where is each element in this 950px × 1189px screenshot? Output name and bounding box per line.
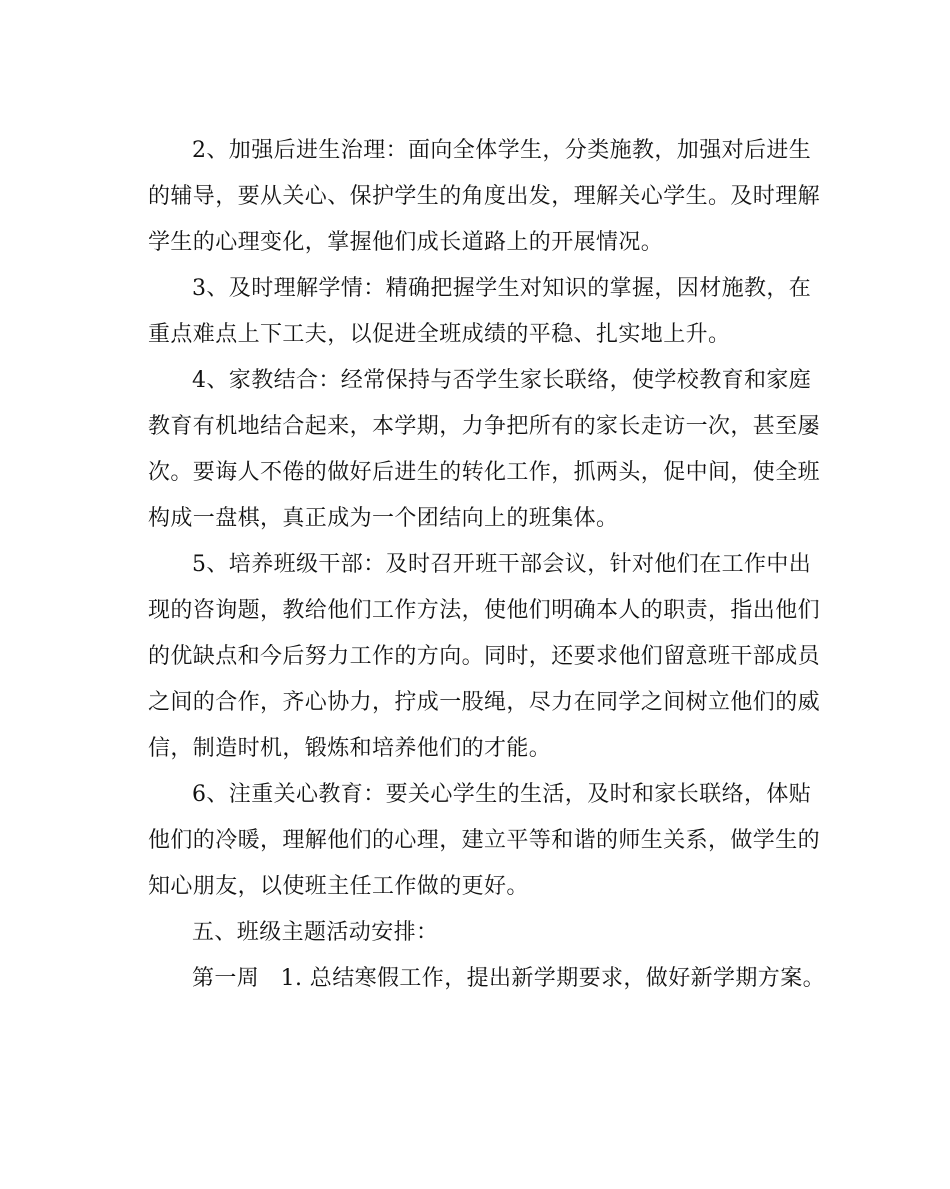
paragraph-5 xyxy=(148,542,821,772)
paragraph-3 xyxy=(148,266,813,358)
paragraph-line: 信，制造时机，锻炼和培养他们的才能。 xyxy=(148,736,552,761)
paragraph-line: 4、家教结合：经常保持与否学生家长联络，使学校教育和家庭 xyxy=(192,368,812,393)
paragraph-line: 教育有机地结合起来，本学期，力争把所有的家长走访一次，甚至屡 xyxy=(148,414,821,439)
paragraph-line: 他们的冷暖，理解他们的心理，建立平等和谐的师生关系，做学生的 xyxy=(148,828,821,853)
paragraph-line: 重点难点上下工夫，以促进全班成绩的平稳、扎实地上升。 xyxy=(148,322,731,347)
schedule-week: 第一周 xyxy=(192,966,260,991)
schedule-row xyxy=(148,956,825,1002)
document-page xyxy=(148,128,825,1002)
paragraph-2 xyxy=(148,128,821,266)
paragraph-line: 次。要诲人不倦的做好后进生的转化工作，抓两头，促中间，使全班 xyxy=(148,460,821,485)
paragraph-line: 构成一盘棋，真正成为一个团结向上的班集体。 xyxy=(148,506,619,531)
paragraph-line: 2、加强后进生治理：面向全体学生，分类施教，加强对后进生 xyxy=(192,138,812,163)
paragraph-line: 知心朋友，以使班主任工作做的更好。 xyxy=(148,874,529,899)
paragraph-line: 3、及时理解学情：精确把握学生对知识的掌握，因材施教，在 xyxy=(192,276,812,301)
schedule-item: 1. 总结寒假工作，提出新学期要求，做好新学期方案。 xyxy=(280,966,825,991)
paragraph-4 xyxy=(148,358,821,542)
paragraph-6 xyxy=(148,772,821,910)
paragraph-line: 的优缺点和今后努力工作的方向。同时，还要求他们留意班干部成员 xyxy=(148,644,821,669)
section-heading: 五、班级主题活动安排： xyxy=(192,920,439,945)
paragraph-line: 学生的心理变化，掌握他们成长道路上的开展情况。 xyxy=(148,230,664,255)
paragraph-line: 5、培养班级干部：及时召开班干部会议，针对他们在工作中出 xyxy=(192,552,812,577)
paragraph-line: 之间的合作，齐心协力，拧成一股绳，尽力在同学之间树立他们的威 xyxy=(148,690,821,715)
paragraph-line: 现的咨询题，教给他们工作方法，使他们明确本人的职责，指出他们 xyxy=(148,598,821,623)
paragraph-line: 6、注重关心教育：要关心学生的生活，及时和家长联络，体贴 xyxy=(192,782,812,807)
paragraph-line: 的辅导，要从关心、保护学生的角度出发，理解关心学生。及时理解 xyxy=(148,184,821,209)
